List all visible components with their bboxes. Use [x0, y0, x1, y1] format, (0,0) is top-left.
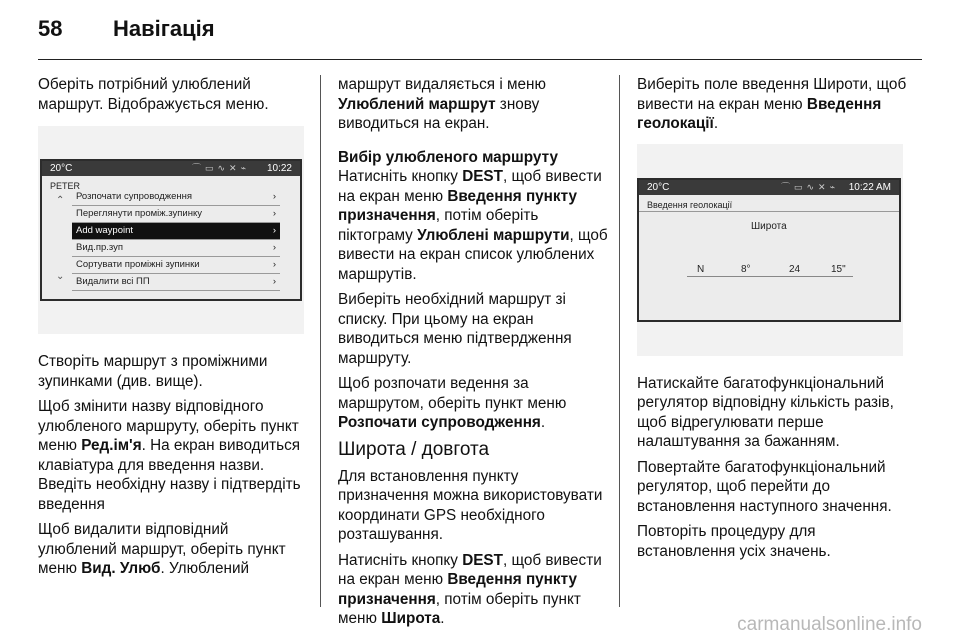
paragraph: Повертайте багатофункціональний регулятор, щоб перейти до встановлення наступного значення.	[637, 458, 892, 515]
subheading: Вибір улюбленого маршруту	[338, 148, 558, 166]
status-icons: ⌒▭∿✕⌁	[780, 181, 839, 192]
menu-item-selected[interactable]: Add waypoint ›	[72, 223, 280, 240]
temperature: 20°C	[50, 163, 73, 174]
chevron-right-icon: ›	[272, 191, 276, 202]
paragraph: Щоб розпочати ведення за маршрутом, оберіть пункт меню Розпочати супроводження.	[338, 375, 567, 431]
status-icons: ⌒▭∿✕⌁	[191, 163, 250, 173]
temperature: 20°C	[647, 181, 670, 193]
paragraph: Щоб змінити назву відповідного улюбленого маршруту, оберіть пункт меню Ред.ім'я. На екран виводиться клавіатура для введення назви. Введіть необхідну назву і підтвердіть введення	[38, 398, 301, 513]
hemisphere-field[interactable]: N	[697, 263, 705, 275]
paragraph: Виберіть поле введення Широти, щоб вивести на екран меню Введення геолокації.	[637, 76, 907, 132]
status-bar	[42, 161, 300, 176]
paragraph: Для встановлення пункту призначення можна використовувати координати GPS необхідного розташування.	[338, 467, 603, 543]
status-bar	[639, 180, 899, 195]
watermark: carmanualsonline.info	[737, 614, 922, 635]
column-1	[38, 75, 310, 585]
infotainment-screen	[637, 178, 901, 322]
menu-item[interactable]: Сортувати проміжні зупинки ›	[72, 257, 280, 274]
degrees-field[interactable]: 8°	[741, 263, 751, 275]
menu-item[interactable]: Видалити всі ПП ›	[72, 274, 280, 291]
clock: 10:22 AM	[848, 181, 891, 193]
title-divider	[639, 211, 899, 212]
infotainment-screen	[40, 159, 302, 301]
paragraph: Виберіть необхідний маршрут зі списку. При цьому на екран виводиться меню підтвердження маршруту.	[338, 291, 572, 367]
minutes-field[interactable]: 24	[789, 263, 801, 275]
latitude-label: Широта	[751, 220, 787, 232]
paragraph: Натисніть кнопку DEST, щоб вивести на екран меню Введення пункту призначення, потім оберіть пункт меню Широта.	[338, 551, 602, 627]
paragraph: Створіть маршрут з проміжними зупинками (див. вище).	[38, 353, 268, 390]
paragraph: Оберіть потрібний улюблений маршрут. Відображується меню.	[38, 76, 269, 113]
header-divider	[38, 59, 922, 60]
seconds-field[interactable]: 15"	[831, 263, 846, 275]
paragraph: маршрут видаляється і меню Улюблений маршрут знову виводиться на екран.	[338, 76, 546, 132]
chevron-right-icon: ›	[272, 225, 276, 236]
scroll-up-icon[interactable]: ⌃	[56, 195, 65, 206]
menu-title: PETER	[50, 181, 81, 191]
chevron-right-icon: ›	[272, 259, 276, 270]
menu-title: Введення геолокації	[647, 199, 733, 210]
screen-illustration-geolocation	[637, 144, 903, 356]
section-heading: Широта / довгота	[338, 438, 490, 460]
chevron-right-icon: ›	[272, 208, 276, 219]
chevron-right-icon: ›	[272, 276, 276, 287]
column-2	[338, 75, 610, 635]
menu-item[interactable]: Переглянути проміж.зупинку ›	[72, 206, 280, 223]
scroll-down-icon[interactable]: ⌄	[56, 271, 65, 282]
paragraph: Натискайте багатофункціональний регулятор відповідну кількість разів, щоб відрегулювати перше налаштування за бажанням.	[637, 374, 894, 450]
menu-item[interactable]: Вид.пр.зуп ›	[72, 240, 280, 257]
page-header	[38, 12, 922, 48]
field-underline	[687, 276, 853, 277]
paragraph: Повторіть процедуру для встановлення усіх значень.	[637, 523, 831, 560]
column-3	[637, 75, 909, 567]
menu-item[interactable]: Розпочати супроводження ›	[72, 189, 280, 206]
paragraph: Щоб видалити відповідний улюблений маршрут, оберіть пункт меню Вид. Улюб. Улюблений	[38, 521, 286, 577]
clock: 10:22	[266, 163, 292, 174]
screen-illustration-route-menu	[38, 126, 304, 334]
chevron-right-icon: ›	[272, 242, 276, 253]
page-number: 58	[38, 16, 63, 41]
column-divider-2	[619, 75, 620, 607]
paragraph: Натисніть кнопку DEST, щоб вивести на екран меню Введення пункту призначення, потім оберіть піктограму Улюблені маршрути, щоб вивести на екран список улюблених маршрутів.	[338, 168, 608, 283]
column-divider-1	[320, 75, 321, 607]
section-title: Навігація	[113, 16, 215, 41]
